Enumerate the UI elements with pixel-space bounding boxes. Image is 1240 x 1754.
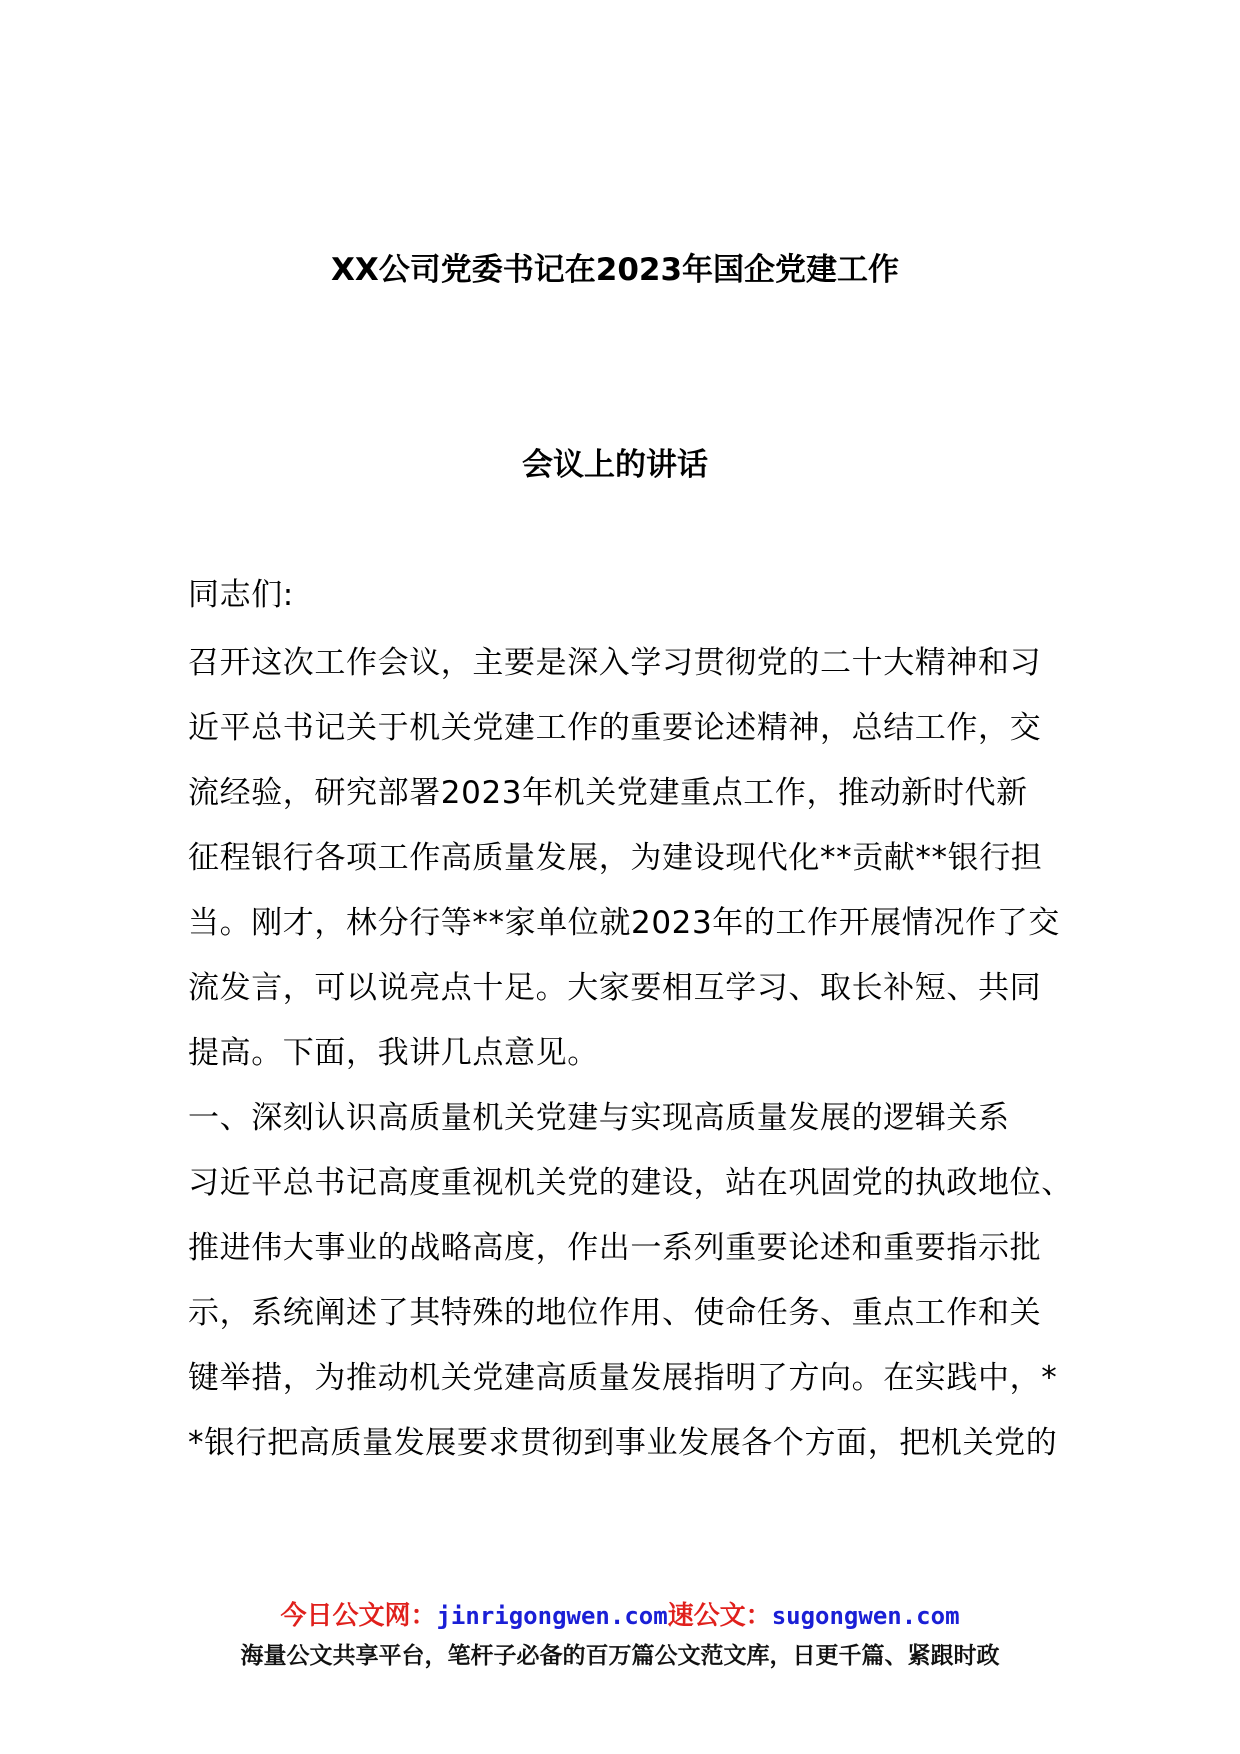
body-line: 流经验，研究部署2023年机关党建重点工作，推动新时代新 xyxy=(188,775,1028,811)
footer-site2-name: 速公文： xyxy=(667,1601,772,1631)
section-heading: 一、深刻认识高质量机关党建与实现高质量发展的逻辑关系 xyxy=(188,1100,1010,1136)
body-line: *银行把高质量发展要求贯彻到事业发展各个方面，把机关党的 xyxy=(188,1425,1058,1461)
footer-site1-link[interactable]: jinrigongwen.com xyxy=(436,1602,668,1630)
body-line: 习近平总书记高度重视机关党的建设，站在巩固党的执政地位、 xyxy=(188,1165,1073,1201)
footer-site-links xyxy=(0,1599,1240,1633)
body-line: 召开这次工作会议，主要是深入学习贯彻党的二十大精神和习 xyxy=(188,645,1042,681)
body-line: 提高。下面，我讲几点意见。 xyxy=(188,1035,599,1071)
footer-slogan: 海量公文共享平台，笔杆子必备的百万篇公文范文库，日更千篇、紧跟时政 xyxy=(240,1643,1000,1669)
body-line: 当。刚才，林分行等**家单位就2023年的工作开展情况作了交 xyxy=(188,905,1060,941)
document-title-line-2: 会议上的讲话 xyxy=(522,447,708,483)
footer-site2-link[interactable]: sugongwen.com xyxy=(771,1602,960,1630)
body-line: 近平总书记关于机关党建工作的重要论述精神，总结工作，交 xyxy=(188,710,1042,746)
body-line: 示，系统阐述了其特殊的地位作用、使命任务、重点工作和关 xyxy=(188,1295,1042,1331)
body-line: 推进伟大事业的战略高度，作出一系列重要论述和重要指示批 xyxy=(188,1230,1042,1266)
body-line: 键举措，为推动机关党建高质量发展指明了方向。在实践中，* xyxy=(188,1360,1058,1396)
document-title-line-1: XX公司党委书记在2023年国企党建工作 xyxy=(330,252,900,288)
footer-site1-name: 今日公文网： xyxy=(280,1601,437,1631)
salutation: 同志们: xyxy=(188,577,294,613)
body-line: 征程银行各项工作高质量发展，为建设现代化**贡献**银行担 xyxy=(188,840,1043,876)
body-line: 流发言，可以说亮点十足。大家要相互学习、取长补短、共同 xyxy=(188,970,1042,1006)
